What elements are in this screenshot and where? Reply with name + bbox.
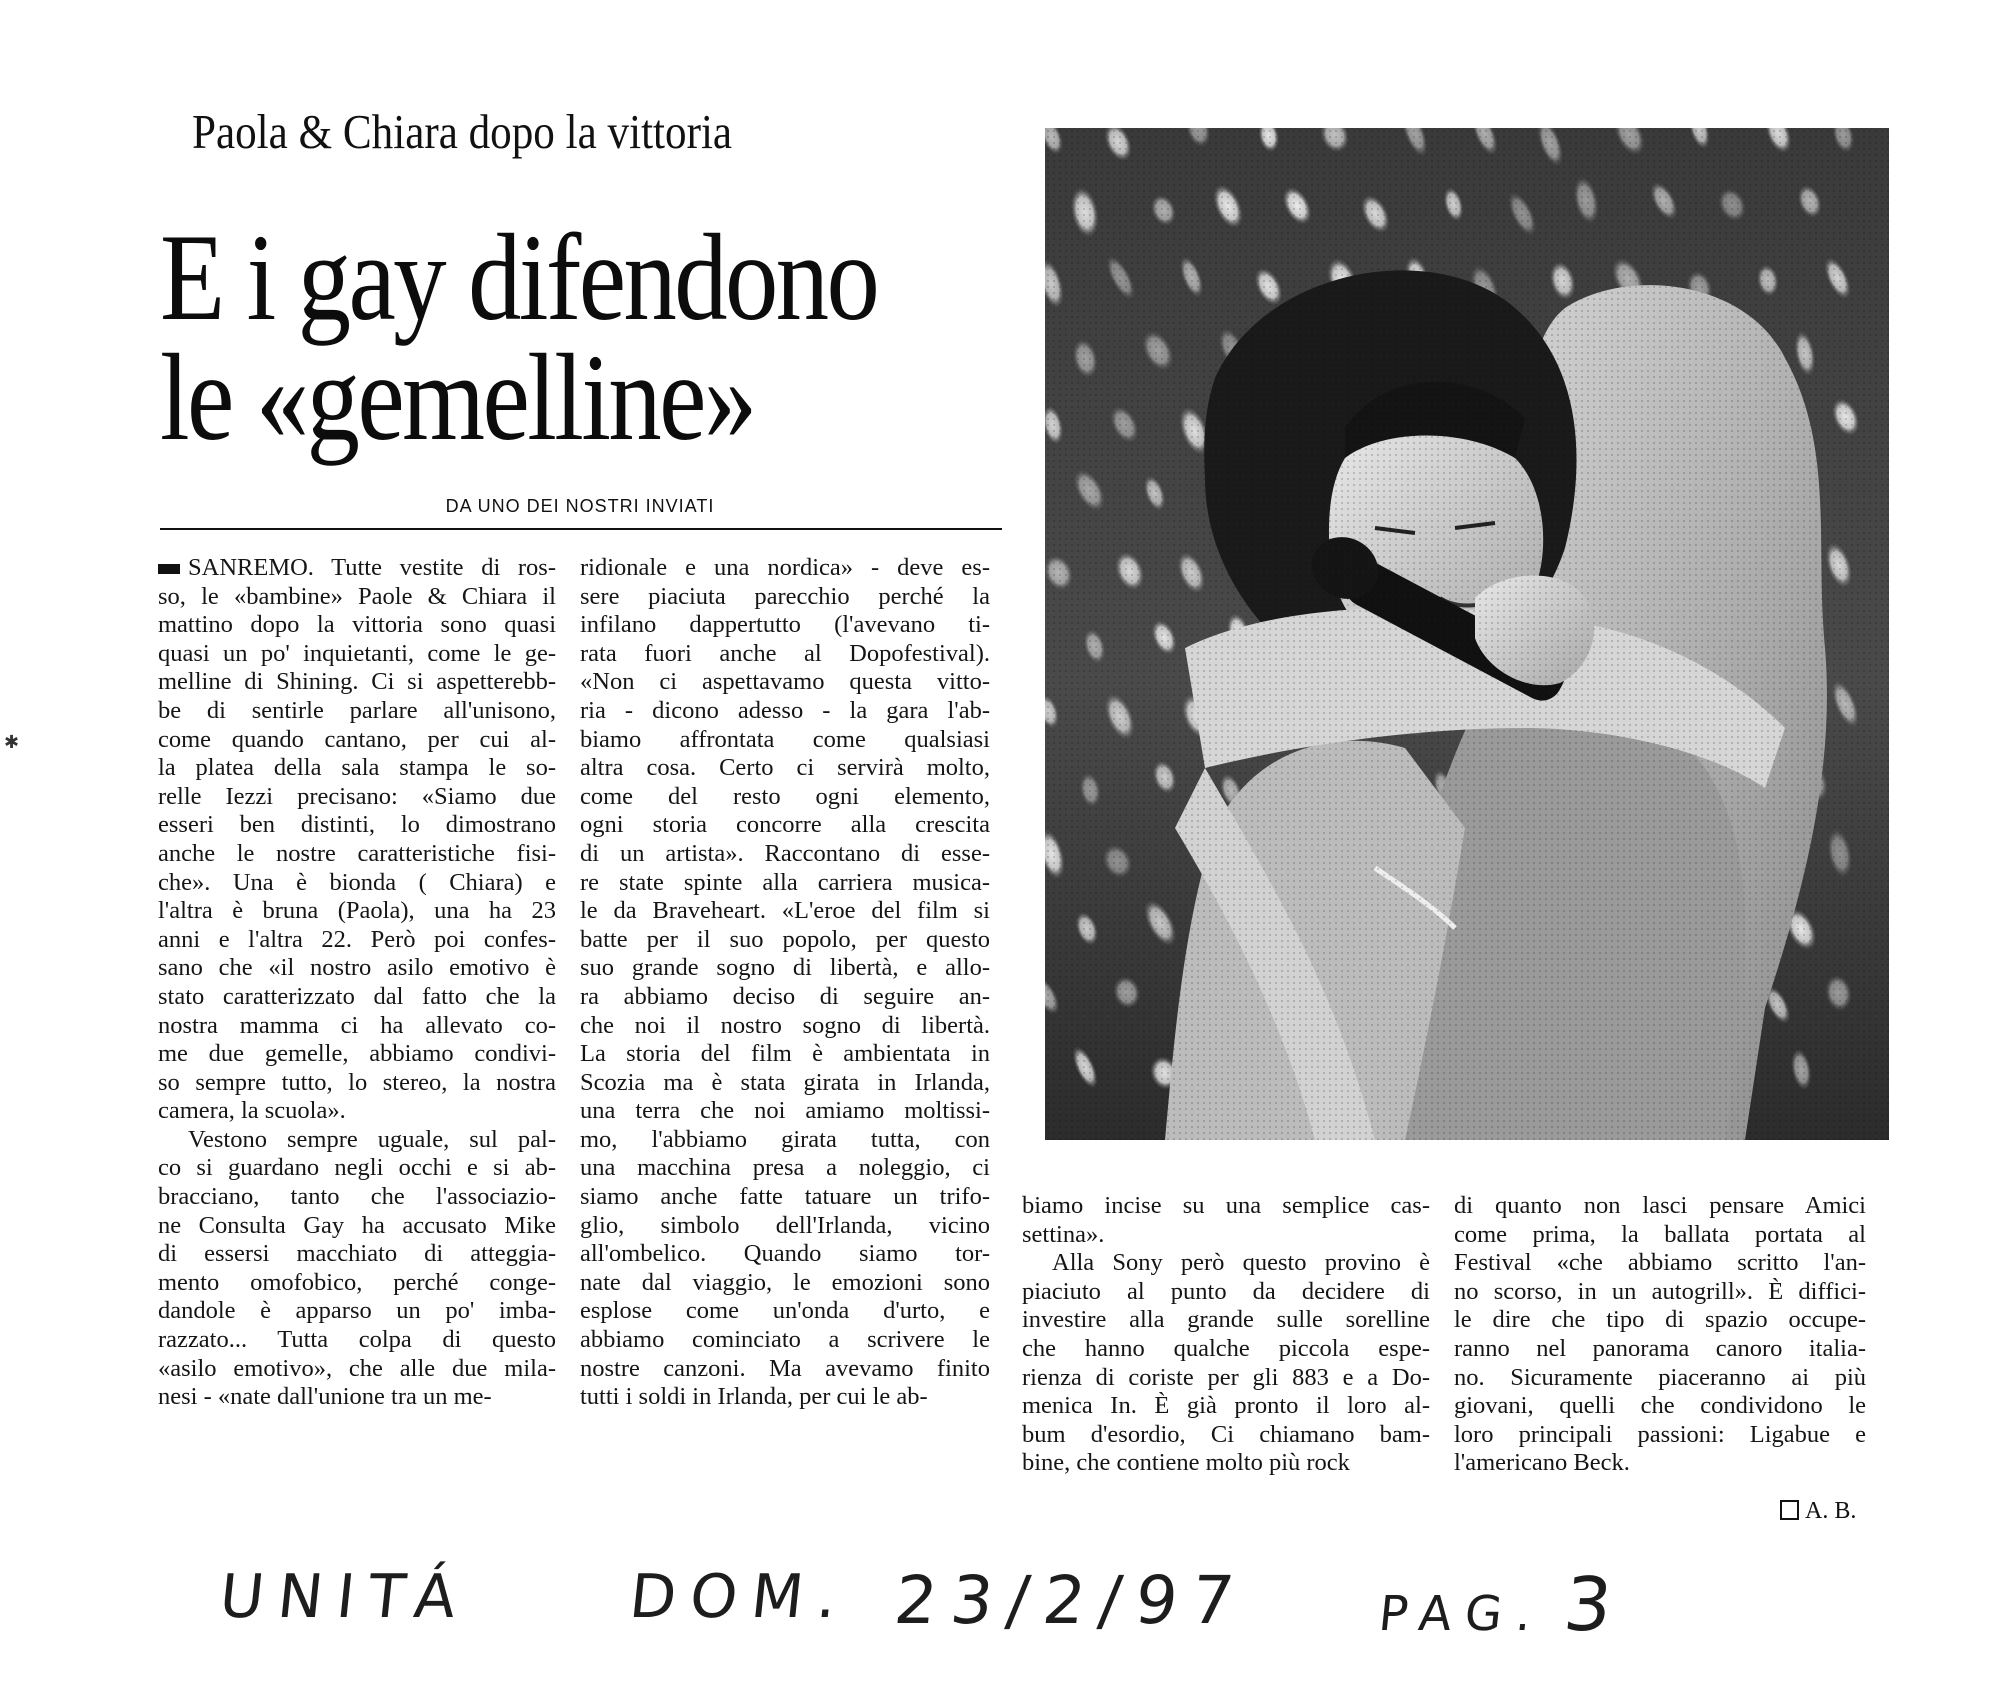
signoff-box-icon: [1780, 1500, 1799, 1520]
byline: DA UNO DEI NOSTRI INVIATI: [445, 496, 715, 516]
scan-speck: ✱: [4, 732, 20, 752]
article-line: sere piaciuta parecchio perché la: [580, 582, 990, 610]
article-line: nesi - «nate dall'unione tra un me-: [158, 1383, 492, 1411]
article-line: infilano dappertutto (l'avevano ti-: [580, 611, 990, 639]
article-line: rienza di coriste per gli 883 e a Do-: [1022, 1363, 1430, 1391]
photo-two-women-embracing-icon: [1045, 128, 1889, 1140]
handwritten-day: DOM.: [626, 1562, 854, 1632]
article-line: la platea della sala stampa le so-: [158, 754, 556, 782]
article-line: «Non ci aspettavamo questa vitto-: [580, 668, 990, 696]
headline: [160, 209, 882, 466]
article-photo: [1045, 128, 1889, 1140]
article-line: giovani, quelli che condividono le: [1454, 1392, 1866, 1420]
article-line: l'altra è bruna (Paola), una ha 23: [158, 897, 556, 925]
article-line: Alla Sony però questo provino è: [1052, 1249, 1430, 1277]
article-line: nate dal viaggio, le emozioni sono: [580, 1268, 990, 1296]
article-line: all'ombelico. Quando siamo tor-: [580, 1240, 990, 1268]
article-line: ra abbiamo deciso di seguire an-: [580, 982, 990, 1010]
article-line: stato caratterizzato dal fatto che la: [158, 982, 556, 1010]
article-line: me due gemelle, abbiamo condivi-: [158, 1040, 556, 1068]
article-line: menica In. È già pronto il loro al-: [1022, 1392, 1430, 1420]
article-line: rata fuori anche al Dopofestival).: [580, 639, 990, 667]
article-line: altra cosa. Certo ci servirà molto,: [580, 754, 990, 782]
article-line: batte per il suo popolo, per questo: [580, 925, 990, 953]
article-line: ne Consulta Gay ha accusato Mike: [158, 1211, 556, 1239]
article-line: come prima, la ballata portata al: [1454, 1220, 1866, 1248]
kicker: Paola & Chiara dopo la vittoria: [192, 104, 733, 159]
handwritten-page-label: PAG.: [1376, 1586, 1549, 1642]
article-line: le da Braveheart. «L'eroe del film si: [580, 897, 990, 925]
article-line: tutti i soldi in Irlanda, per cui le ab-: [580, 1383, 928, 1411]
article-line: sano che «il nostro asilo emotivo è: [158, 954, 556, 982]
author-signoff: [1780, 1498, 1856, 1525]
article-column-3: [1022, 1192, 1430, 1478]
article-line: relle Iezzi precisano: «Siamo due: [158, 782, 556, 810]
article-line: Scozia ma è stata girata in Irlanda,: [580, 1068, 990, 1096]
article-line: ogni storia concorre alla crescita: [580, 811, 990, 839]
signoff-initials: A. B.: [1805, 1498, 1857, 1524]
article-line: nostre canzoni. Ma avevamo finito: [580, 1354, 990, 1382]
article-line: so sempre tutto, lo stereo, la nostra: [158, 1068, 556, 1096]
article-line: esseri ben distinti, lo dimostrano: [158, 811, 556, 839]
article-line: come del resto ogni elemento,: [580, 782, 990, 810]
article-line: una terra che noi amiamo moltissi-: [580, 1097, 990, 1125]
article-line: che». Una è bionda ( Chiara) e: [158, 868, 556, 896]
article-line: che hanno qualche piccola espe-: [1022, 1334, 1430, 1362]
article-column-4: [1454, 1192, 1866, 1478]
article-line: razzato... Tutta colpa di questo: [158, 1326, 556, 1354]
article-line: SANREMO. Tutte vestite di ros-: [158, 554, 556, 583]
article-line: dandole è apparso un po' imba-: [158, 1297, 556, 1325]
article-line: siamo anche fatte tatuare un trifo-: [580, 1183, 990, 1211]
article-line: ridionale e una nordica» - deve es-: [580, 554, 990, 581]
article-line: nostra mamma ci ha allevato co-: [158, 1011, 556, 1039]
article-line: mattino dopo la vittoria sono quasi: [158, 611, 556, 639]
article-line: piaciuto al punto da decidere di: [1022, 1277, 1430, 1305]
article-line: di essersi macchiato di atteggia-: [158, 1240, 556, 1268]
article-line: melline di Shining. Ci si aspetterebb-: [158, 668, 556, 696]
article-line: le dire che tipo di spazio occupe-: [1454, 1306, 1866, 1334]
article-line: che noi il nostro sogno di libertà.: [580, 1011, 990, 1039]
article-line: ranno nel panorama canoro italia-: [1454, 1334, 1866, 1362]
article-line: Vestono sempre uguale, sul pal-: [188, 1125, 556, 1153]
article-line: l'americano Beck.: [1454, 1449, 1630, 1477]
article-line: bum d'esordio, Ci chiamano bam-: [1022, 1420, 1430, 1448]
article-line: «asilo emotivo», che alle due mila-: [158, 1354, 556, 1382]
article-line: Festival «che abbiamo scritto l'an-: [1454, 1249, 1866, 1277]
article-line: be di sentirle parlare all'unisono,: [158, 696, 556, 724]
headline-line-2: le «gemelline»: [160, 329, 755, 466]
article-line: di quanto non lasci pensare Amici: [1454, 1192, 1866, 1219]
article-line: settina».: [1022, 1220, 1105, 1248]
headline-rule: [160, 528, 1002, 530]
article-line: di un artista». Raccontano di esse-: [580, 839, 990, 867]
article-line: investire alla grande sulle sorelline: [1022, 1306, 1430, 1334]
article-column-1: [158, 554, 556, 1412]
article-line: abbiamo cominciato a scrivere le: [580, 1326, 990, 1354]
handwritten-paper-name: UNITÁ: [216, 1562, 474, 1632]
handwritten-page-number: 3: [1559, 1562, 1616, 1648]
article-line: una macchina presa a noleggio, ci: [580, 1154, 990, 1182]
article-line: bine, che contiene molto più rock: [1022, 1449, 1350, 1477]
article-column-2: [580, 554, 990, 1412]
article-line: La storia del film è ambientata in: [580, 1040, 990, 1068]
article-line: mo, l'abbiamo girata tutta, con: [580, 1125, 990, 1153]
article-line: come quando cantano, per cui al-: [158, 725, 556, 753]
handwritten-date: 23/2/97: [890, 1562, 1252, 1639]
article-line: biamo incise su una semplice cas-: [1022, 1192, 1430, 1219]
article-line: ria - dicono adesso - la gara l'ab-: [580, 696, 990, 724]
article-line: no. Sicuramente piaceranno ai più: [1454, 1363, 1866, 1391]
article-line: biamo affrontata come qualsiasi: [580, 725, 990, 753]
dateline-bullet-icon: [158, 564, 180, 574]
article-line: anni e l'altra 22. Però poi confes-: [158, 925, 556, 953]
article-line: quasi un po' inquietanti, come le ge-: [158, 639, 556, 667]
article-line: glio, simbolo dell'Irlanda, vicino: [580, 1211, 990, 1239]
article-line: esplose come un'onda d'urto, e: [580, 1297, 990, 1325]
article-line: anche le nostre caratteristiche fisi-: [158, 839, 556, 867]
article-line: mento omofobico, perché conge-: [158, 1268, 556, 1296]
article-line: no scorso, in un autogrill». È diffici-: [1454, 1277, 1866, 1305]
handwritten-page: [1375, 1562, 1615, 1648]
article-line: so, le «bambine» Paole & Chiara il: [158, 582, 556, 610]
article-line: re state spinte alla carriera musica-: [580, 868, 990, 896]
article-line: camera, la scuola».: [158, 1097, 346, 1125]
headline-line-1: E i gay difendono: [160, 209, 878, 346]
article-line: loro principali passioni: Ligabue e: [1454, 1420, 1866, 1448]
article-line: suo grande sogno di libertà, e allo-: [580, 954, 990, 982]
article-line: co si guardano negli occhi e si ab-: [158, 1154, 556, 1182]
article-line: bracciano, tanto che l'associazio-: [158, 1183, 556, 1211]
